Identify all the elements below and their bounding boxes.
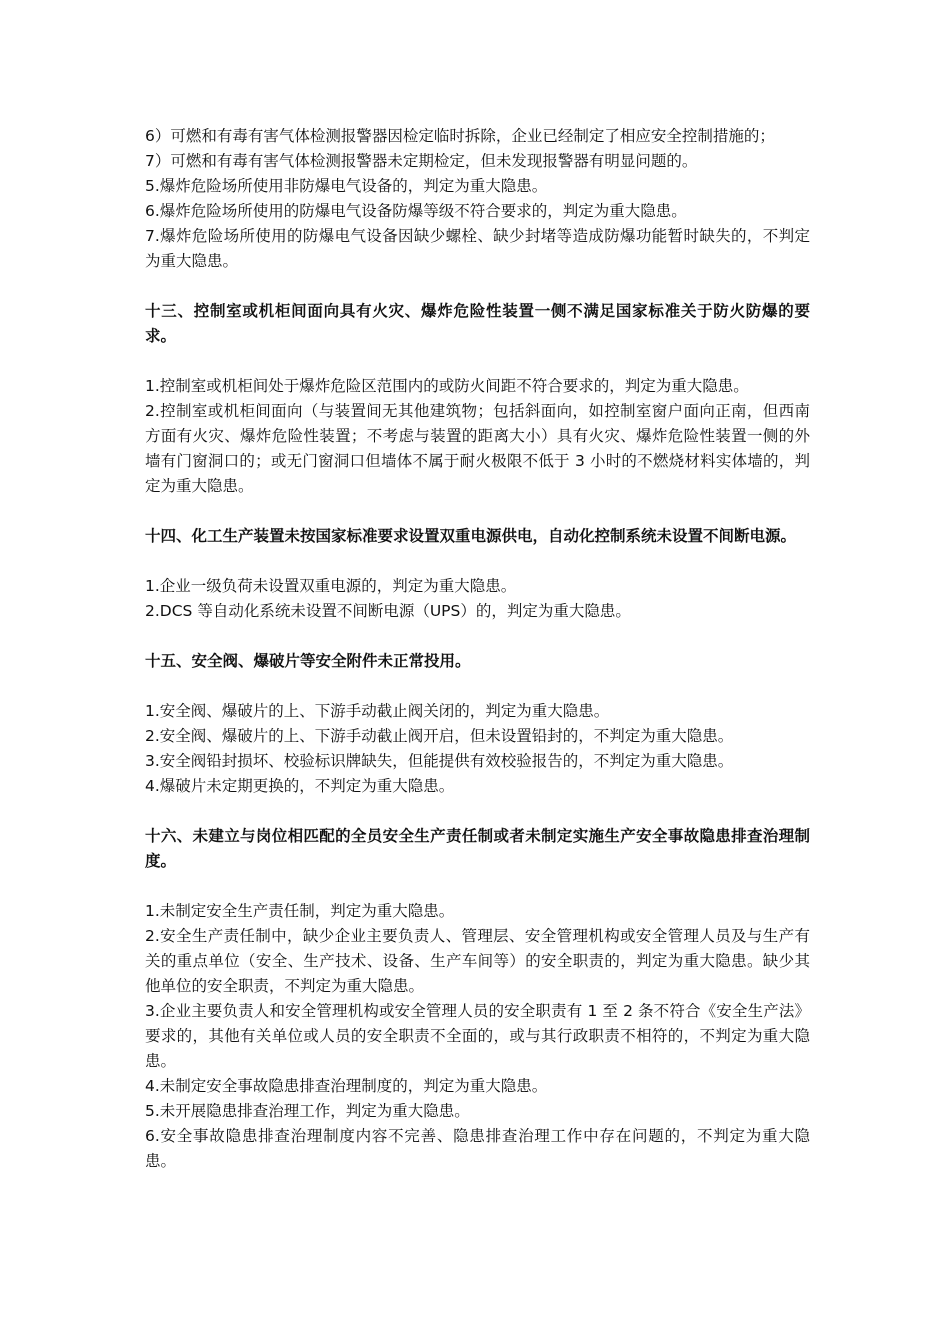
spacer (145, 799, 810, 824)
section-15 (145, 649, 810, 799)
section-heading: 十五、安全阀、爆破片等安全附件未正常投用。 (145, 652, 471, 670)
intro-item-5: 7.爆炸危险场所使用的防爆电气设备因缺少螺栓、缺少封堵等造成防爆功能暂时缺失的，不判定为重大隐患。 (145, 227, 810, 270)
spacer (145, 674, 810, 699)
section-item: 2.控制室或机柜间面向（与装置间无其他建筑物；包括斜面向，如控制室窗户面向正南，但西南方面有火灾、爆炸危险性装置；不考虑与装置的距离大小）具有火灾、爆炸危险性装置一侧的外墙有门窗洞口的；或无门窗洞口但墙体不属于耐火极限不低于 3 小时的不燃烧材料实体墙的，判定为重大隐患。 (145, 402, 810, 495)
intro-block (145, 124, 810, 274)
spacer (145, 274, 810, 299)
section-item: 3.企业主要负责人和安全管理机构或安全管理人员的安全职责有 1 至 2 条不符合《安全生产法》要求的，其他有关单位或人员的安全职责不全面的，或与其行政职责不相符的，不判定为重大隐患。 (145, 1002, 810, 1070)
section-14 (145, 524, 810, 624)
section-item: 2.安全阀、爆破片的上、下游手动截止阀开启，但未设置铅封的，不判定为重大隐患。 (145, 727, 734, 745)
spacer (145, 499, 810, 524)
section-16 (145, 824, 810, 1174)
section-item: 4.爆破片未定期更换的，不判定为重大隐患。 (145, 777, 455, 795)
section-item: 2.安全生产责任制中，缺少企业主要负责人、管理层、安全管理机构或安全管理人员及与生产有关的重点单位（安全、生产技术、设备、生产车间等）的安全职责的，判定为重大隐患。缺少其他单位的安全职责，不判定为重大隐患。 (145, 927, 810, 995)
section-item: 5.未开展隐患排查治理工作，判定为重大隐患。 (145, 1102, 470, 1120)
section-item: 3.安全阀铅封损坏、校验标识牌缺失，但能提供有效校验报告的，不判定为重大隐患。 (145, 752, 734, 770)
intro-item-3: 5.爆炸危险场所使用非防爆电气设备的，判定为重大隐患。 (145, 177, 548, 195)
section-item: 4.未制定安全事故隐患排查治理制度的，判定为重大隐患。 (145, 1077, 548, 1095)
document-page (145, 124, 810, 1174)
section-item: 1.安全阀、爆破片的上、下游手动截止阀关闭的，判定为重大隐患。 (145, 702, 610, 720)
intro-item-1: 6）可燃和有毒有害气体检测报警器因检定临时拆除，企业已经制定了相应安全控制措施的； (145, 127, 775, 145)
section-heading: 十三、控制室或机柜间面向具有火灾、爆炸危险性装置一侧不满足国家标准关于防火防爆的要求。 (145, 302, 810, 345)
section-13 (145, 299, 810, 499)
intro-item-4: 6.爆炸危险场所使用的防爆电气设备防爆等级不符合要求的，判定为重大隐患。 (145, 202, 687, 220)
spacer (145, 874, 810, 899)
section-item: 2.DCS 等自动化系统未设置不间断电源（UPS）的，判定为重大隐患。 (145, 602, 631, 620)
intro-item-2: 7）可燃和有毒有害气体检测报警器未定期检定，但未发现报警器有明显问题的。 (145, 152, 698, 170)
section-heading: 十六、未建立与岗位相匹配的全员安全生产责任制或者未制定实施生产安全事故隐患排查治理制度。 (145, 827, 810, 870)
section-item: 1.未制定安全生产责任制，判定为重大隐患。 (145, 902, 455, 920)
spacer (145, 624, 810, 649)
spacer (145, 349, 810, 374)
section-item: 1.控制室或机柜间处于爆炸危险区范围内的或防火间距不符合要求的，判定为重大隐患。 (145, 377, 749, 395)
section-item: 6.安全事故隐患排查治理制度内容不完善、隐患排查治理工作中存在问题的，不判定为重大隐患。 (145, 1127, 810, 1170)
spacer (145, 549, 810, 574)
section-heading: 十四、化工生产装置未按国家标准要求设置双重电源供电，自动化控制系统未设置不间断电源。 (145, 527, 797, 545)
section-item: 1.企业一级负荷未设置双重电源的，判定为重大隐患。 (145, 577, 517, 595)
